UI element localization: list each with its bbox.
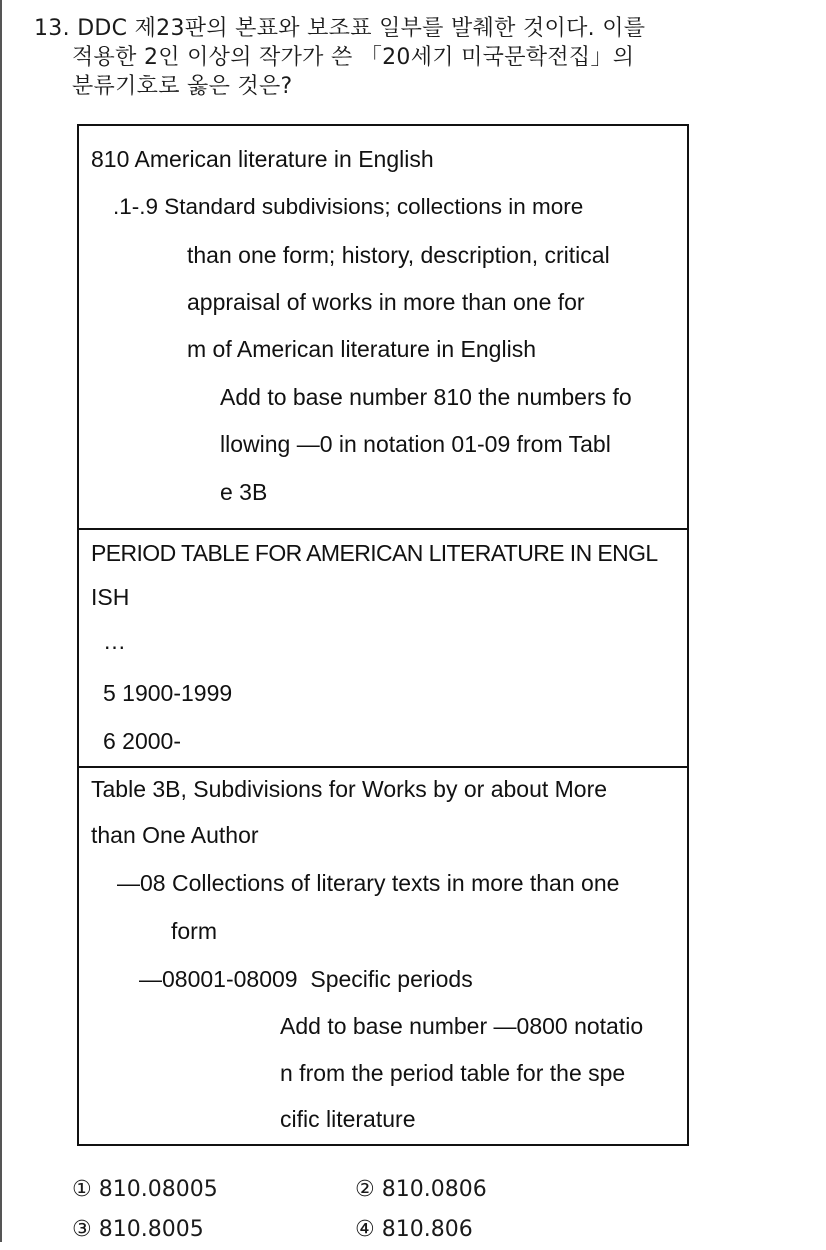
choice-3[interactable] xyxy=(72,1210,204,1250)
table-3b-heading: Table 3B, Subdivisions for Works by or about More xyxy=(91,776,608,802)
table-3b-line: —08001-08009 Specific periods xyxy=(139,966,473,992)
table-3b-line: n from the period table for the spe xyxy=(280,1060,626,1086)
question-line-1 xyxy=(34,14,794,43)
main-schedule-line: e 3B xyxy=(220,479,268,505)
question-line-2: 적용한 2인 이상의 작가가 쓴 「20세기 미국문학전집」의 xyxy=(72,45,635,70)
table-3b-line: cific literature xyxy=(280,1106,416,1132)
main-schedule-heading: 810 American literature in English xyxy=(91,146,434,172)
choice-marker: ② xyxy=(355,1177,375,1202)
table-3b-section xyxy=(79,768,687,1146)
choice-4[interactable] xyxy=(355,1210,473,1250)
choice-value: 810.8005 xyxy=(98,1217,204,1242)
main-schedule-line: .1-.9 Standard subdivisions; collections in more xyxy=(113,194,584,219)
main-schedule-line: m of American literature in English xyxy=(187,336,536,362)
period-table-row: 6 2000- xyxy=(103,728,182,754)
choice-marker: ④ xyxy=(355,1217,375,1242)
main-schedule-section xyxy=(79,126,687,528)
main-schedule-line: appraisal of works in more than one for xyxy=(187,289,585,315)
left-margin-rule xyxy=(0,0,2,1242)
choice-marker: ③ xyxy=(72,1217,92,1242)
choice-1[interactable] xyxy=(72,1170,218,1210)
period-table-heading: PERIOD TABLE FOR AMERICAN LITERATURE IN ENGL xyxy=(91,540,658,566)
choice-marker: ① xyxy=(72,1177,92,1202)
period-table-heading-cont: ISH xyxy=(91,584,130,610)
question-line-3: 분류기호로 옳은 것은? xyxy=(72,74,293,99)
table-3b-line: form xyxy=(171,918,217,944)
question-block xyxy=(34,14,794,101)
table-3b-line: Add to base number —0800 notatio xyxy=(280,1013,644,1039)
ddc-excerpt-box xyxy=(77,124,689,1146)
main-schedule-line: Add to base number 810 the numbers fo xyxy=(220,384,632,410)
table-3b-line: —08 Collections of literary texts in more than one xyxy=(117,870,620,896)
choice-value: 810.0806 xyxy=(381,1177,487,1202)
choice-2[interactable] xyxy=(355,1170,487,1210)
period-table-section xyxy=(79,530,687,766)
question-number: 13. xyxy=(34,16,70,41)
choice-value: 810.08005 xyxy=(98,1177,218,1202)
table-3b-heading-cont: than One Author xyxy=(91,822,259,848)
period-table-ellipsis: … xyxy=(103,628,126,654)
main-schedule-line: than one form; history, description, critical xyxy=(187,242,610,268)
main-schedule-line: llowing —0 in notation 01-09 from Tabl xyxy=(220,431,611,457)
choice-value: 810.806 xyxy=(381,1217,473,1242)
period-table-row: 5 1900-1999 xyxy=(103,680,233,706)
question-text-1: DDC 제23판의 본표와 보조표 일부를 발췌한 것이다. 이를 xyxy=(77,16,646,41)
